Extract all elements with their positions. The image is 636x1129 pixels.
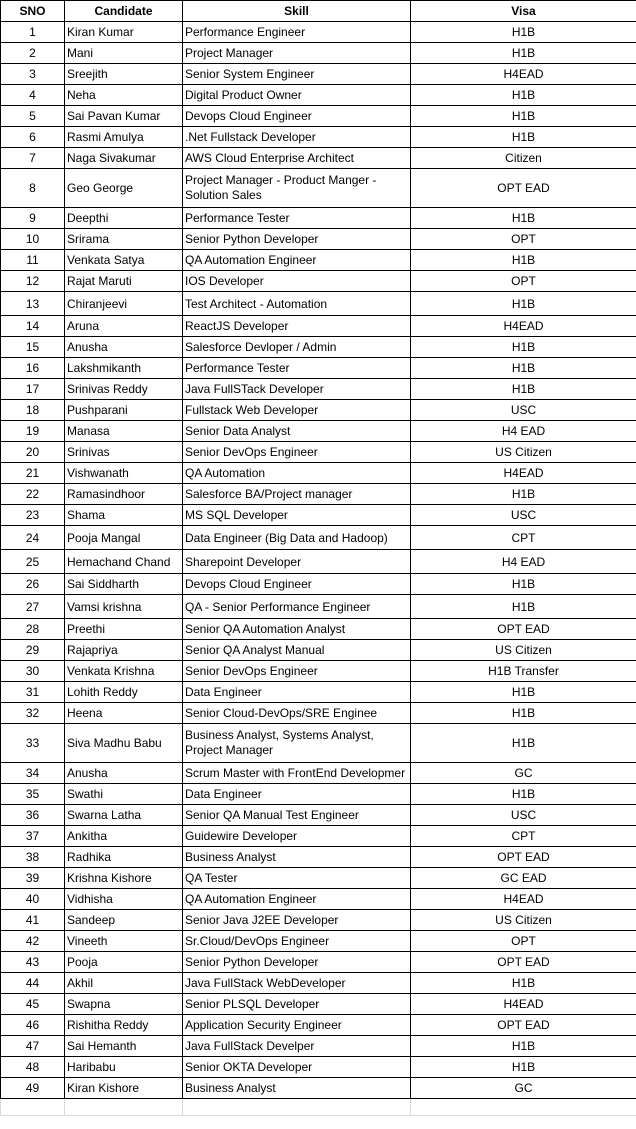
cell-candidate: Manasa [65,421,183,442]
cell-visa: H1B [411,703,636,724]
cell-candidate: Swathi [65,784,183,805]
cell-visa: H1B [411,85,636,106]
cell-candidate: Swarna Latha [65,805,183,826]
header-visa: Visa [411,1,636,22]
cell-sno: 3 [1,64,65,85]
table-row [1,106,636,127]
cell-sno: 43 [1,952,65,973]
cell-candidate: Geo George [65,169,183,208]
cell-skill: Java FullStack WebDeveloper [183,973,411,994]
table-row [1,505,636,526]
cell-candidate: Rasmi Amulya [65,127,183,148]
cell-visa: H1B [411,127,636,148]
cell-skill: Business Analyst [183,1078,411,1099]
cell-candidate: Akhil [65,973,183,994]
cell-candidate: Kiran Kishore [65,1078,183,1099]
empty-cell [411,1099,636,1116]
cell-sno: 48 [1,1057,65,1078]
cell-visa: H1B [411,337,636,358]
table-row [1,952,636,973]
cell-sno: 27 [1,595,65,619]
cell-candidate: Ramasindhoor [65,484,183,505]
table-row [1,1057,636,1078]
header-row [1,1,636,22]
cell-visa: H1B Transfer [411,661,636,682]
cell-candidate: Lohith Reddy [65,682,183,703]
cell-visa: CPT [411,826,636,847]
cell-skill: Senior Data Analyst [183,421,411,442]
cell-sno: 13 [1,292,65,316]
cell-visa: H1B [411,43,636,64]
table-row [1,619,636,640]
cell-visa: H1B [411,1057,636,1078]
cell-visa: H1B [411,784,636,805]
cell-candidate: Mani [65,43,183,64]
cell-sno: 23 [1,505,65,526]
cell-skill: Project Manager [183,43,411,64]
cell-skill: Salesforce Devloper / Admin [183,337,411,358]
table-row [1,484,636,505]
cell-skill: Business Analyst [183,847,411,868]
cell-sno: 49 [1,1078,65,1099]
table-row [1,931,636,952]
cell-skill: Senior DevOps Engineer [183,661,411,682]
cell-skill: Application Security Engineer [183,1015,411,1036]
cell-candidate: Deepthi [65,208,183,229]
cell-visa: H4EAD [411,64,636,85]
cell-skill: QA - Senior Performance Engineer [183,595,411,619]
cell-candidate: Venkata Satya [65,250,183,271]
table-row [1,703,636,724]
cell-sno: 16 [1,358,65,379]
cell-visa: OPT EAD [411,1015,636,1036]
cell-candidate: Siva Madhu Babu [65,724,183,763]
cell-skill: QA Automation Engineer [183,889,411,910]
cell-candidate: Rajat Maruti [65,271,183,292]
cell-skill: Performance Engineer [183,22,411,43]
cell-sno: 1 [1,22,65,43]
cell-skill: Sharepoint Developer [183,550,411,574]
cell-sno: 42 [1,931,65,952]
cell-sno: 41 [1,910,65,931]
cell-visa: H1B [411,973,636,994]
cell-visa: CPT [411,526,636,550]
cell-visa: H4EAD [411,463,636,484]
table-row [1,250,636,271]
cell-skill: .Net Fullstack Developer [183,127,411,148]
cell-candidate: Pooja Mangal [65,526,183,550]
cell-visa: H1B [411,250,636,271]
cell-visa: H4EAD [411,316,636,337]
cell-skill: Senior QA Analyst Manual [183,640,411,661]
cell-visa: H1B [411,595,636,619]
table-row [1,64,636,85]
cell-visa: OPT [411,271,636,292]
cell-skill: Java FullStack Develper [183,1036,411,1057]
cell-skill: Senior QA Automation Analyst [183,619,411,640]
empty-cell [183,1099,411,1116]
cell-candidate: Lakshmikanth [65,358,183,379]
cell-skill: QA Automation [183,463,411,484]
cell-candidate: Rishitha Reddy [65,1015,183,1036]
cell-visa: OPT EAD [411,952,636,973]
cell-visa: H1B [411,484,636,505]
cell-skill: IOS Developer [183,271,411,292]
cell-skill: AWS Cloud Enterprise Architect [183,148,411,169]
cell-skill: Salesforce BA/Project manager [183,484,411,505]
cell-skill: Senior DevOps Engineer [183,442,411,463]
cell-skill: QA Tester [183,868,411,889]
cell-candidate: Vishwanath [65,463,183,484]
cell-sno: 36 [1,805,65,826]
cell-visa: H4EAD [411,889,636,910]
table-row [1,994,636,1015]
cell-skill: Guidewire Developer [183,826,411,847]
table-row [1,826,636,847]
cell-sno: 22 [1,484,65,505]
cell-candidate: Srirama [65,229,183,250]
cell-visa: GC [411,763,636,784]
cell-candidate: Preethi [65,619,183,640]
cell-visa: H1B [411,1036,636,1057]
empty-cell [65,1099,183,1116]
cell-visa: H4 EAD [411,550,636,574]
table-row [1,208,636,229]
cell-skill: Scrum Master with FrontEnd Developmer [183,763,411,784]
cell-sno: 44 [1,973,65,994]
cell-visa: H1B [411,106,636,127]
table-row [1,682,636,703]
cell-sno: 21 [1,463,65,484]
cell-sno: 31 [1,682,65,703]
cell-visa: OPT EAD [411,169,636,208]
table-row [1,763,636,784]
cell-sno: 28 [1,619,65,640]
cell-sno: 35 [1,784,65,805]
cell-skill: QA Automation Engineer [183,250,411,271]
cell-candidate: Haribabu [65,1057,183,1078]
cell-skill: Devops Cloud Engineer [183,574,411,595]
cell-candidate: Ankitha [65,826,183,847]
table-row [1,316,636,337]
cell-candidate: Hemachand Chand [65,550,183,574]
empty-cell [1,1099,65,1116]
table-row [1,169,636,208]
table-row [1,724,636,763]
cell-sno: 18 [1,400,65,421]
cell-visa: H1B [411,358,636,379]
cell-sno: 32 [1,703,65,724]
cell-candidate: Anusha [65,337,183,358]
cell-skill: Fullstack Web Developer [183,400,411,421]
cell-skill: Senior Java J2EE Developer [183,910,411,931]
cell-visa: USC [411,400,636,421]
cell-sno: 25 [1,550,65,574]
table-row [1,22,636,43]
cell-visa: US Citizen [411,910,636,931]
table-row [1,847,636,868]
cell-candidate: Neha [65,85,183,106]
cell-candidate: Srinivas [65,442,183,463]
cell-skill: Data Engineer [183,682,411,703]
cell-visa: H1B [411,574,636,595]
cell-candidate: Krishna Kishore [65,868,183,889]
table-body [1,22,636,1116]
cell-visa: OPT [411,931,636,952]
cell-skill: Digital Product Owner [183,85,411,106]
cell-visa: H1B [411,22,636,43]
cell-sno: 10 [1,229,65,250]
cell-sno: 45 [1,994,65,1015]
cell-skill: Devops Cloud Engineer [183,106,411,127]
table-row [1,292,636,316]
cell-visa: Citizen [411,148,636,169]
cell-skill: Data Engineer (Big Data and Hadoop) [183,526,411,550]
cell-visa: GC [411,1078,636,1099]
cell-visa: US Citizen [411,640,636,661]
cell-candidate: Sai Hemanth [65,1036,183,1057]
cell-candidate: Sai Pavan Kumar [65,106,183,127]
cell-visa: USC [411,505,636,526]
cell-sno: 33 [1,724,65,763]
cell-candidate: Anusha [65,763,183,784]
cell-skill: Senior System Engineer [183,64,411,85]
cell-visa: OPT [411,229,636,250]
cell-visa: H1B [411,379,636,400]
cell-skill: Senior PLSQL Developer [183,994,411,1015]
table-row [1,1078,636,1099]
cell-visa: US Citizen [411,442,636,463]
cell-candidate: Rajapriya [65,640,183,661]
table-row [1,550,636,574]
cell-candidate: Sreejith [65,64,183,85]
cell-sno: 9 [1,208,65,229]
table-row [1,229,636,250]
cell-skill: Performance Tester [183,358,411,379]
cell-visa: H1B [411,724,636,763]
table-row [1,661,636,682]
table-row [1,640,636,661]
cell-skill: MS SQL Developer [183,505,411,526]
cell-visa: USC [411,805,636,826]
table-row [1,910,636,931]
cell-sno: 29 [1,640,65,661]
table-row [1,973,636,994]
cell-sno: 8 [1,169,65,208]
cell-skill: Senior Python Developer [183,952,411,973]
cell-sno: 5 [1,106,65,127]
cell-sno: 40 [1,889,65,910]
table-row [1,421,636,442]
cell-sno: 17 [1,379,65,400]
cell-sno: 12 [1,271,65,292]
cell-visa: H1B [411,208,636,229]
cell-sno: 14 [1,316,65,337]
cell-sno: 37 [1,826,65,847]
table-row [1,526,636,550]
cell-sno: 15 [1,337,65,358]
cell-sno: 7 [1,148,65,169]
cell-candidate: Srinivas Reddy [65,379,183,400]
cell-sno: 39 [1,868,65,889]
cell-skill: Senior OKTA Developer [183,1057,411,1078]
cell-skill: Java FullSTack Developer [183,379,411,400]
table-row [1,868,636,889]
table-row [1,1015,636,1036]
cell-sno: 24 [1,526,65,550]
cell-sno: 46 [1,1015,65,1036]
cell-sno: 20 [1,442,65,463]
cell-candidate: Vidhisha [65,889,183,910]
cell-candidate: Pushparani [65,400,183,421]
cell-candidate: Vamsi krishna [65,595,183,619]
cell-candidate: Swapna [65,994,183,1015]
table-row [1,379,636,400]
cell-candidate: Kiran Kumar [65,22,183,43]
cell-sno: 19 [1,421,65,442]
table-row [1,85,636,106]
header-sno: SNO [1,1,65,22]
table-row [1,271,636,292]
header-skill: Skill [183,1,411,22]
cell-sno: 38 [1,847,65,868]
cell-skill: Senior QA Manual Test Engineer [183,805,411,826]
header-candidate: Candidate [65,1,183,22]
cell-candidate: Chiranjeevi [65,292,183,316]
cell-visa: OPT EAD [411,619,636,640]
cell-visa: H4EAD [411,994,636,1015]
cell-candidate: Aruna [65,316,183,337]
cell-candidate: Sai Siddharth [65,574,183,595]
table-row [1,784,636,805]
table-row [1,574,636,595]
cell-candidate: Sandeep [65,910,183,931]
cell-sno: 34 [1,763,65,784]
cell-skill: Business Analyst, Systems Analyst, Project Manager [183,724,411,763]
cell-candidate: Radhika [65,847,183,868]
cell-visa: OPT EAD [411,847,636,868]
table-row [1,805,636,826]
cell-sno: 2 [1,43,65,64]
cell-candidate: Shama [65,505,183,526]
cell-skill: Senior Python Developer [183,229,411,250]
cell-candidate: Venkata Krishna [65,661,183,682]
table-row [1,43,636,64]
cell-candidate: Vineeth [65,931,183,952]
cell-sno: 4 [1,85,65,106]
cell-skill: Senior Cloud-DevOps/SRE Enginee [183,703,411,724]
table-row [1,127,636,148]
empty-row [1,1099,636,1116]
cell-skill: Test Architect - Automation [183,292,411,316]
table-row [1,463,636,484]
table-row [1,400,636,421]
table-row [1,442,636,463]
cell-sno: 30 [1,661,65,682]
cell-candidate: Pooja [65,952,183,973]
cell-visa: GC EAD [411,868,636,889]
cell-sno: 6 [1,127,65,148]
table-row [1,1036,636,1057]
table-row [1,358,636,379]
cell-visa: H1B [411,292,636,316]
cell-visa: H1B [411,682,636,703]
table-row [1,337,636,358]
cell-candidate: Heena [65,703,183,724]
cell-sno: 26 [1,574,65,595]
cell-sno: 11 [1,250,65,271]
cell-skill: Sr.Cloud/DevOps Engineer [183,931,411,952]
cell-skill: ReactJS Developer [183,316,411,337]
table-row [1,148,636,169]
cell-skill: Data Engineer [183,784,411,805]
table-row [1,889,636,910]
cell-visa: H4 EAD [411,421,636,442]
cell-candidate: Naga Sivakumar [65,148,183,169]
cell-skill: Project Manager - Product Manger - Solution Sales [183,169,411,208]
cell-sno: 47 [1,1036,65,1057]
table-row [1,595,636,619]
cell-skill: Performance Tester [183,208,411,229]
